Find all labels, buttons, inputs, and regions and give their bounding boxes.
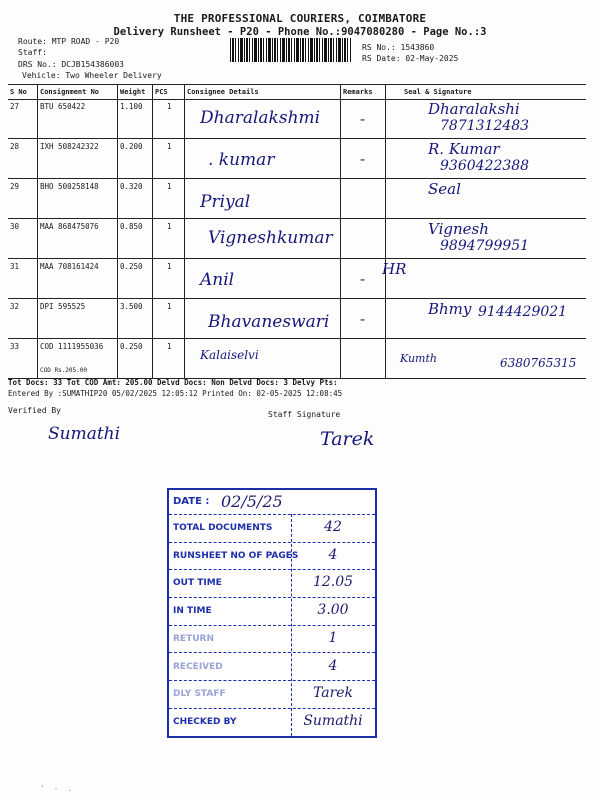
stamp-row	[169, 514, 375, 543]
verified-by-signature: Sumathi	[48, 424, 121, 444]
handwritten-signature: Bhmy	[428, 300, 472, 318]
cell-sno: 28	[8, 138, 38, 178]
stamp-row	[169, 680, 375, 709]
totals-line: Tot Docs: 33 Tot COD Amt: 205.00 Delvd Docs: Non Delvd Docs: 3 Delvy Pts:	[8, 378, 338, 387]
cell-sno: 33	[8, 338, 38, 378]
faint-mark: ' - .	[40, 784, 75, 793]
cell-consignment: COD 1111955036	[38, 338, 118, 378]
header-remarks: Remarks	[341, 85, 386, 99]
stamp-row-label: RUNSHEET NO OF PAGES	[173, 550, 299, 561]
cell-signature	[386, 178, 586, 218]
stamp-row-label: CHECKED BY	[173, 716, 237, 727]
cell-weight: 0.250	[118, 338, 153, 378]
cell-pcs: 1	[153, 218, 185, 258]
cell-pcs: 1	[153, 338, 185, 378]
stamp-row-label: IN TIME	[173, 606, 212, 617]
cell-remarks	[341, 178, 386, 218]
stamp-row-value: 4	[328, 546, 338, 563]
handwritten-remark: -	[360, 110, 366, 128]
handwritten-signature: Vignesh	[428, 220, 489, 238]
cell-pcs: 1	[153, 298, 185, 338]
handwritten-consignee: Bhavaneswari	[208, 312, 330, 332]
handwritten-signature: HR	[382, 260, 407, 278]
stamp-row-value: 3.00	[317, 602, 349, 619]
stamp-date-row	[169, 490, 375, 515]
staff-signature-label: Staff Signature	[268, 410, 341, 419]
delivery-stamp	[167, 488, 377, 738]
handwritten-signature: Dharalakshi	[428, 100, 520, 118]
stamp-row-value: 12.05	[312, 574, 354, 591]
stamp-row-label: RECEIVED	[173, 661, 223, 672]
cell-weight: 3.500	[118, 298, 153, 338]
cell-weight: 0.850	[118, 218, 153, 258]
handwritten-phone: 9894799951	[440, 238, 530, 254]
entered-printed-line: Entered By :SUMATHIP20 05/02/2025 12:05:12 Printed On: 02-05-2025 12:08:45	[8, 389, 343, 398]
cell-pcs: 1	[153, 138, 185, 178]
stamp-row	[169, 597, 375, 626]
stamp-row	[169, 708, 375, 736]
header-weight: Weight	[118, 85, 153, 99]
cell-consignment: DPI 595525	[38, 298, 118, 338]
header-pcs: PCS	[153, 85, 185, 99]
cell-sno: 32	[8, 298, 38, 338]
stamp-row-label: RETURN	[173, 633, 214, 644]
stamp-row-label: DLY STAFF	[173, 689, 226, 700]
stamp-date-label: DATE :	[173, 496, 210, 507]
cell-consignment: MAA 868475076	[38, 218, 118, 258]
stamp-row-value: 1	[328, 629, 338, 646]
table-row	[8, 98, 586, 139]
handwritten-signature: Seal	[428, 180, 461, 198]
cell-weight: 0.320	[118, 178, 153, 218]
handwritten-signature: Kumth	[400, 352, 437, 365]
cell-pcs: 1	[153, 98, 185, 138]
cell-sno: 31	[8, 258, 38, 298]
handwritten-phone: 6380765315	[500, 356, 577, 370]
handwritten-consignee: Priyal	[200, 192, 251, 212]
barcode	[230, 38, 352, 62]
handwritten-consignee: Kalaiselvi	[200, 348, 259, 362]
company-name: THE PROFESSIONAL COURIERS, COIMBATORE	[173, 12, 427, 25]
table-row	[8, 178, 586, 219]
cell-pcs: 1	[153, 178, 185, 218]
table-row	[8, 138, 586, 179]
stamp-row	[169, 542, 375, 571]
cod-amount: COD Rs.205.00	[40, 367, 87, 374]
cell-sno: 30	[8, 218, 38, 258]
handwritten-remark: -	[360, 150, 366, 168]
cell-consignment: MAA 708161424	[38, 258, 118, 298]
cell-consignment: BTU 650422	[38, 98, 118, 138]
handwritten-remark: -	[360, 310, 366, 328]
staff-signature: Tarek	[320, 428, 375, 450]
handwritten-phone: 9144429021	[478, 304, 568, 320]
handwritten-consignee: Anil	[200, 270, 235, 290]
header-consignment: Consignment No	[38, 85, 118, 99]
verified-by-label: Verified By	[8, 406, 61, 415]
cell-weight: 0.200	[118, 138, 153, 178]
stamp-row	[169, 653, 375, 682]
stamp-row-value: Sumathi	[303, 712, 363, 729]
stamp-row-value: 42	[324, 519, 342, 535]
handwritten-consignee: Dharalakshmi	[200, 108, 321, 128]
stamp-row-label: OUT TIME	[173, 578, 222, 589]
staff-label: Staff:	[18, 48, 47, 57]
stamp-row-label: TOTAL DOCUMENTS	[173, 523, 273, 533]
header-seal-signature: Seal & Signature	[404, 88, 472, 96]
cell-consignment: BHO 500258148	[38, 178, 118, 218]
cell-remarks	[341, 338, 386, 378]
header-sno: S No	[8, 85, 38, 99]
table-row	[8, 218, 586, 259]
cell-weight: 0.250	[118, 258, 153, 298]
cell-signature	[386, 258, 586, 298]
handwritten-consignee: Vigneshkumar	[208, 228, 333, 248]
handwritten-phone: 9360422388	[440, 158, 530, 174]
handwritten-phone: 7871312483	[440, 118, 530, 134]
runsheet-title: Delivery Runsheet - P20 - Phone No.:9047080280 - Page No.:3	[113, 26, 487, 38]
route-label: Route: MTP ROAD - P20	[18, 37, 120, 46]
cell-sno: 27	[8, 98, 38, 138]
drs-number: DRS No.: DCJB154386003	[18, 60, 124, 69]
cell-consignment: IXH 508242322	[38, 138, 118, 178]
stamp-row-value: 4	[328, 657, 338, 674]
handwritten-consignee: . kumar	[208, 150, 275, 170]
vehicle-label: Vehicle: Two Wheeler Delivery	[22, 71, 162, 80]
stamp-row	[169, 625, 375, 654]
table-row	[8, 258, 586, 299]
cell-pcs: 1	[153, 258, 185, 298]
table-row	[8, 338, 586, 379]
handwritten-remark: -	[360, 270, 366, 288]
stamp-date-value: 02/5/25	[221, 492, 283, 511]
cell-weight: 1.100	[118, 98, 153, 138]
cell-remarks	[341, 218, 386, 258]
table-row	[8, 298, 586, 339]
stamp-row	[169, 569, 375, 598]
rs-number: RS No.: 1543860	[362, 43, 435, 52]
stamp-row-value: Tarek	[312, 685, 354, 702]
header-consignee: Consignee Details	[185, 85, 341, 99]
rs-date: RS Date: 02-May-2025	[362, 54, 459, 63]
cell-sno: 29	[8, 178, 38, 218]
handwritten-signature: R. Kumar	[428, 140, 500, 158]
